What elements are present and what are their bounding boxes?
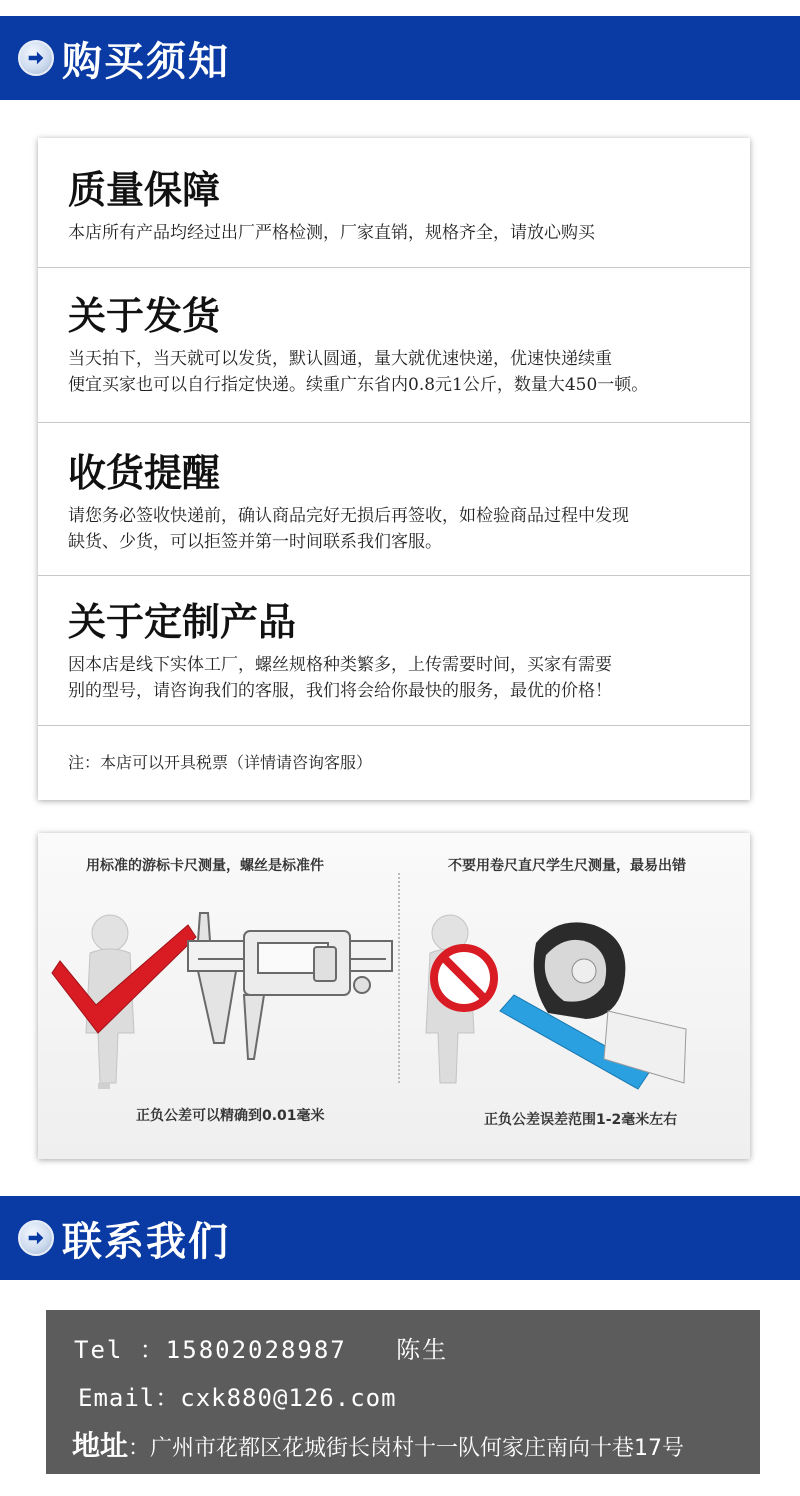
contact-email (78, 1378, 397, 1413)
receipt-section (38, 423, 750, 576)
shipping-section (38, 268, 750, 423)
custom-section (38, 576, 750, 726)
contact-box (46, 1310, 760, 1474)
tape-measure-icon (534, 922, 686, 1083)
section-title: 质量保障 (68, 168, 221, 212)
section-body: 本店所有产品均经过出厂严格检测，厂家直销，规格齐全，请放心购买 (68, 223, 595, 243)
body-line: 缺货、少货，可以拒签并第一时间联系我们客服。 (68, 532, 442, 552)
contact-tel (74, 1330, 448, 1365)
quality-section (38, 138, 750, 268)
body-line: 请您务必签收快递前，确认商品完好无损后再签收，如检验商品过程中发现 (68, 506, 629, 526)
email-label: Email： (78, 1384, 181, 1412)
contact-us-banner (0, 1196, 800, 1280)
address-colon: ： (128, 1436, 151, 1461)
notice-card (38, 138, 750, 800)
body-line: 因本店是线下实体工厂，螺丝规格种类繁多，上传需要时间，买家有需要 (68, 655, 612, 675)
right-caption: 不要用卷尺直尺学生尺测量，最易出错 (448, 858, 686, 874)
body-line: 便宜买家也可以自行指定快递。续重广东省内0.8元1公斤，数量大450一顿。 (68, 375, 649, 395)
vernier-caliper-icon (188, 913, 392, 1059)
body-line: 别的型号，请咨询我们的客服，我们将会给你最快的服务，最优的价格！ (68, 681, 612, 701)
arrow-right-icon (18, 1220, 54, 1256)
prohibited-icon (434, 948, 494, 1008)
section-body (68, 652, 750, 704)
tel-label: Tel ： (74, 1336, 166, 1364)
section-title: 关于发货 (68, 294, 221, 338)
left-caption: 用标准的游标卡尺测量，螺丝是标准件 (86, 858, 324, 874)
purchase-notice-banner (0, 16, 800, 100)
address-value: 广州市花都区花城街长岗村十一队何家庄南向十巷17号 (150, 1436, 685, 1461)
email-value[interactable]: cxk880@126.com (180, 1384, 397, 1412)
section-body (68, 346, 750, 398)
section-body (68, 503, 750, 555)
tel-name: 陈生 (396, 1336, 449, 1364)
tax-note: 注：本店可以开具税票（详情请咨询客服） (68, 753, 373, 772)
banner-title: 购买须知 (62, 38, 230, 85)
measurement-illustration (38, 833, 750, 1159)
body-line: 当天拍下，当天就可以发货，默认圆通，量大就优速快递，优速快递续重 (68, 349, 612, 369)
section-title: 关于定制产品 (68, 600, 297, 644)
contact-address (72, 1424, 684, 1464)
tel-number[interactable]: 15802028987 (165, 1336, 347, 1364)
section-title: 收货提醒 (68, 451, 221, 495)
dotted-divider (398, 873, 400, 1083)
address-label: 地址 (72, 1429, 129, 1462)
banner-title: 联系我们 (62, 1218, 230, 1265)
right-tolerance: 正负公差误差范围1-2毫米左右 (484, 1112, 678, 1128)
left-tolerance: 正负公差可以精确到0.01毫米 (136, 1108, 325, 1124)
note-section (38, 726, 750, 800)
arrow-right-icon (18, 40, 54, 76)
